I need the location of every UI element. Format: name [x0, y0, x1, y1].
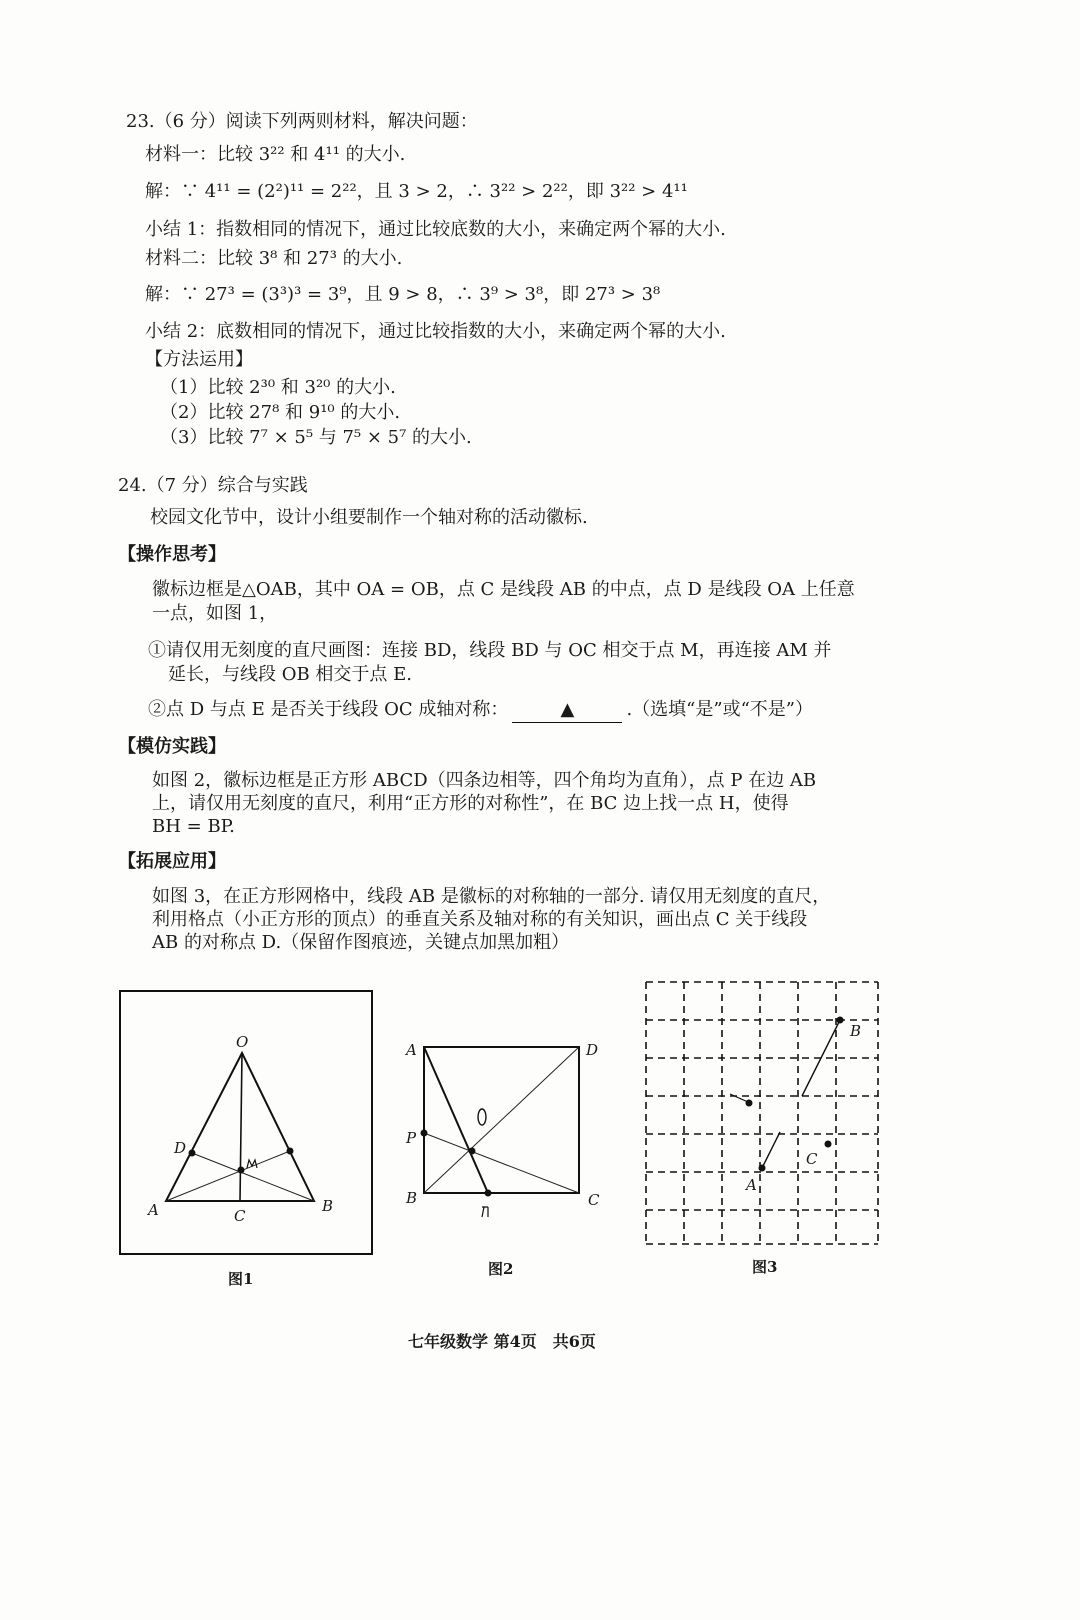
- q23-item-1: （1）比较 2³⁰ 和 3²⁰ 的大小.: [160, 377, 396, 398]
- q24-section3-line1: 如图 3，在正方形网格中，线段 AB 是徽标的对称轴的一部分. 请仅用无刻度的直尺，: [152, 886, 831, 907]
- q23-summary2: 小结 2：底数相同的情况下，通过比较指数的大小，来确定两个幂的大小.: [145, 321, 726, 342]
- fig2-label-D: D: [586, 1041, 599, 1059]
- fig1-label-A: A: [148, 1201, 159, 1219]
- fig2-caption: 图2: [488, 1260, 514, 1278]
- q24-section2-line2: 上，请仅用无刻度的直尺，利用“正方形的对称性”，在 BC 边上找一点 H，使得: [152, 793, 789, 814]
- fig3-label-A: A: [746, 1176, 757, 1194]
- q24-intro: 校园文化节中，设计小组要制作一个轴对称的活动徽标.: [150, 507, 588, 528]
- fig3-label-C: C: [806, 1150, 818, 1168]
- q24-section1-text-1: 徽标边框是△OAB，其中 OA = OB，点 C 是线段 AB 的中点，点 D 是线段 OA 上任意: [152, 579, 855, 600]
- q23-material1-solution: 解：∵ 4¹¹ = (2²)¹¹ = 2²²，且 3 > 2，∴ 3²² > 2²²，即 3²² > 4¹¹: [145, 181, 688, 202]
- fig1-label-B: B: [322, 1197, 334, 1215]
- fig3-caption: 图3: [752, 1258, 778, 1276]
- fig3-label-B: B: [850, 1022, 862, 1040]
- q23-header: 23.（6 分）阅读下列两则材料，解决问题：: [126, 111, 478, 132]
- q24-section2-line1: 如图 2，徽标边框是正方形 ABCD（四条边相等，四个角均为直角），点 P 在边 AB: [152, 770, 817, 791]
- q24-section1-q1-line2: 延长，与线段 OB 相交于点 E.: [168, 664, 413, 685]
- q23-material2-solution: 解：∵ 27³ = (3³)³ = 3⁹，且 9 > 8，∴ 3⁹ > 3⁸，即 27³ > 3⁸: [145, 284, 661, 305]
- q24-section3-line3: AB 的对称点 D.（保留作图痕迹，关键点加黑加粗）: [152, 932, 570, 953]
- q23-material2-title: 材料二：比较 3⁸ 和 27³ 的大小.: [145, 248, 403, 269]
- fig1-label-O: O: [236, 1033, 249, 1051]
- fig2-label-C: C: [588, 1191, 600, 1209]
- q23-item-3: （3）比较 7⁷ × 5⁵ 与 7⁵ × 5⁷ 的大小.: [160, 427, 472, 448]
- figure-2: [400, 1035, 610, 1235]
- figure-3: [640, 978, 885, 1250]
- q24-section3-title: 【拓展应用】: [118, 851, 226, 872]
- q24-section1-q2-tail: .（选填“是”或“不是”）: [626, 699, 813, 720]
- figure-1: [116, 985, 376, 1260]
- q23-summary1: 小结 1：指数相同的情况下，通过比较底数的大小，来确定两个幂的大小.: [145, 219, 726, 240]
- q23-material1-title: 材料一：比较 3²² 和 4¹¹ 的大小.: [145, 144, 406, 165]
- q24-section1-q2: [148, 698, 813, 723]
- fig1-label-C: C: [234, 1207, 246, 1225]
- q24-section1-title: 【操作思考】: [118, 544, 226, 565]
- fig1-label-D: D: [174, 1139, 187, 1157]
- page-footer: 七年级数学 第4页 共6页: [408, 1332, 596, 1351]
- q23-method-title: 【方法运用】: [145, 349, 253, 370]
- q24-section2-line3: BH = BP.: [152, 816, 235, 837]
- fig1-caption: 图1: [228, 1270, 254, 1288]
- q24-section3-line2: 利用格点（小正方形的顶点）的垂直关系及轴对称的有关知识，画出点 C 关于线段: [152, 909, 808, 930]
- fig2-label-A: A: [406, 1041, 417, 1059]
- q24-header: 24.（7 分）综合与实践: [118, 475, 308, 496]
- q24-section1-q2-text: ②点 D 与点 E 是否关于线段 OC 成轴对称：: [148, 699, 509, 720]
- answer-blank[interactable]: ▲: [512, 698, 622, 723]
- fig2-label-B: B: [406, 1189, 418, 1207]
- q23-item-2: （2）比较 27⁸ 和 9¹⁰ 的大小.: [160, 402, 401, 423]
- fig2-label-P: P: [406, 1129, 417, 1147]
- q24-section1-q1-line1: ①请仅用无刻度的直尺画图：连接 BD，线段 BD 与 OC 相交于点 M，再连接 AM 并: [148, 640, 832, 661]
- q24-section2-title: 【模仿实践】: [118, 736, 226, 757]
- q24-section1-text-2: 一点，如图 1，: [152, 603, 278, 624]
